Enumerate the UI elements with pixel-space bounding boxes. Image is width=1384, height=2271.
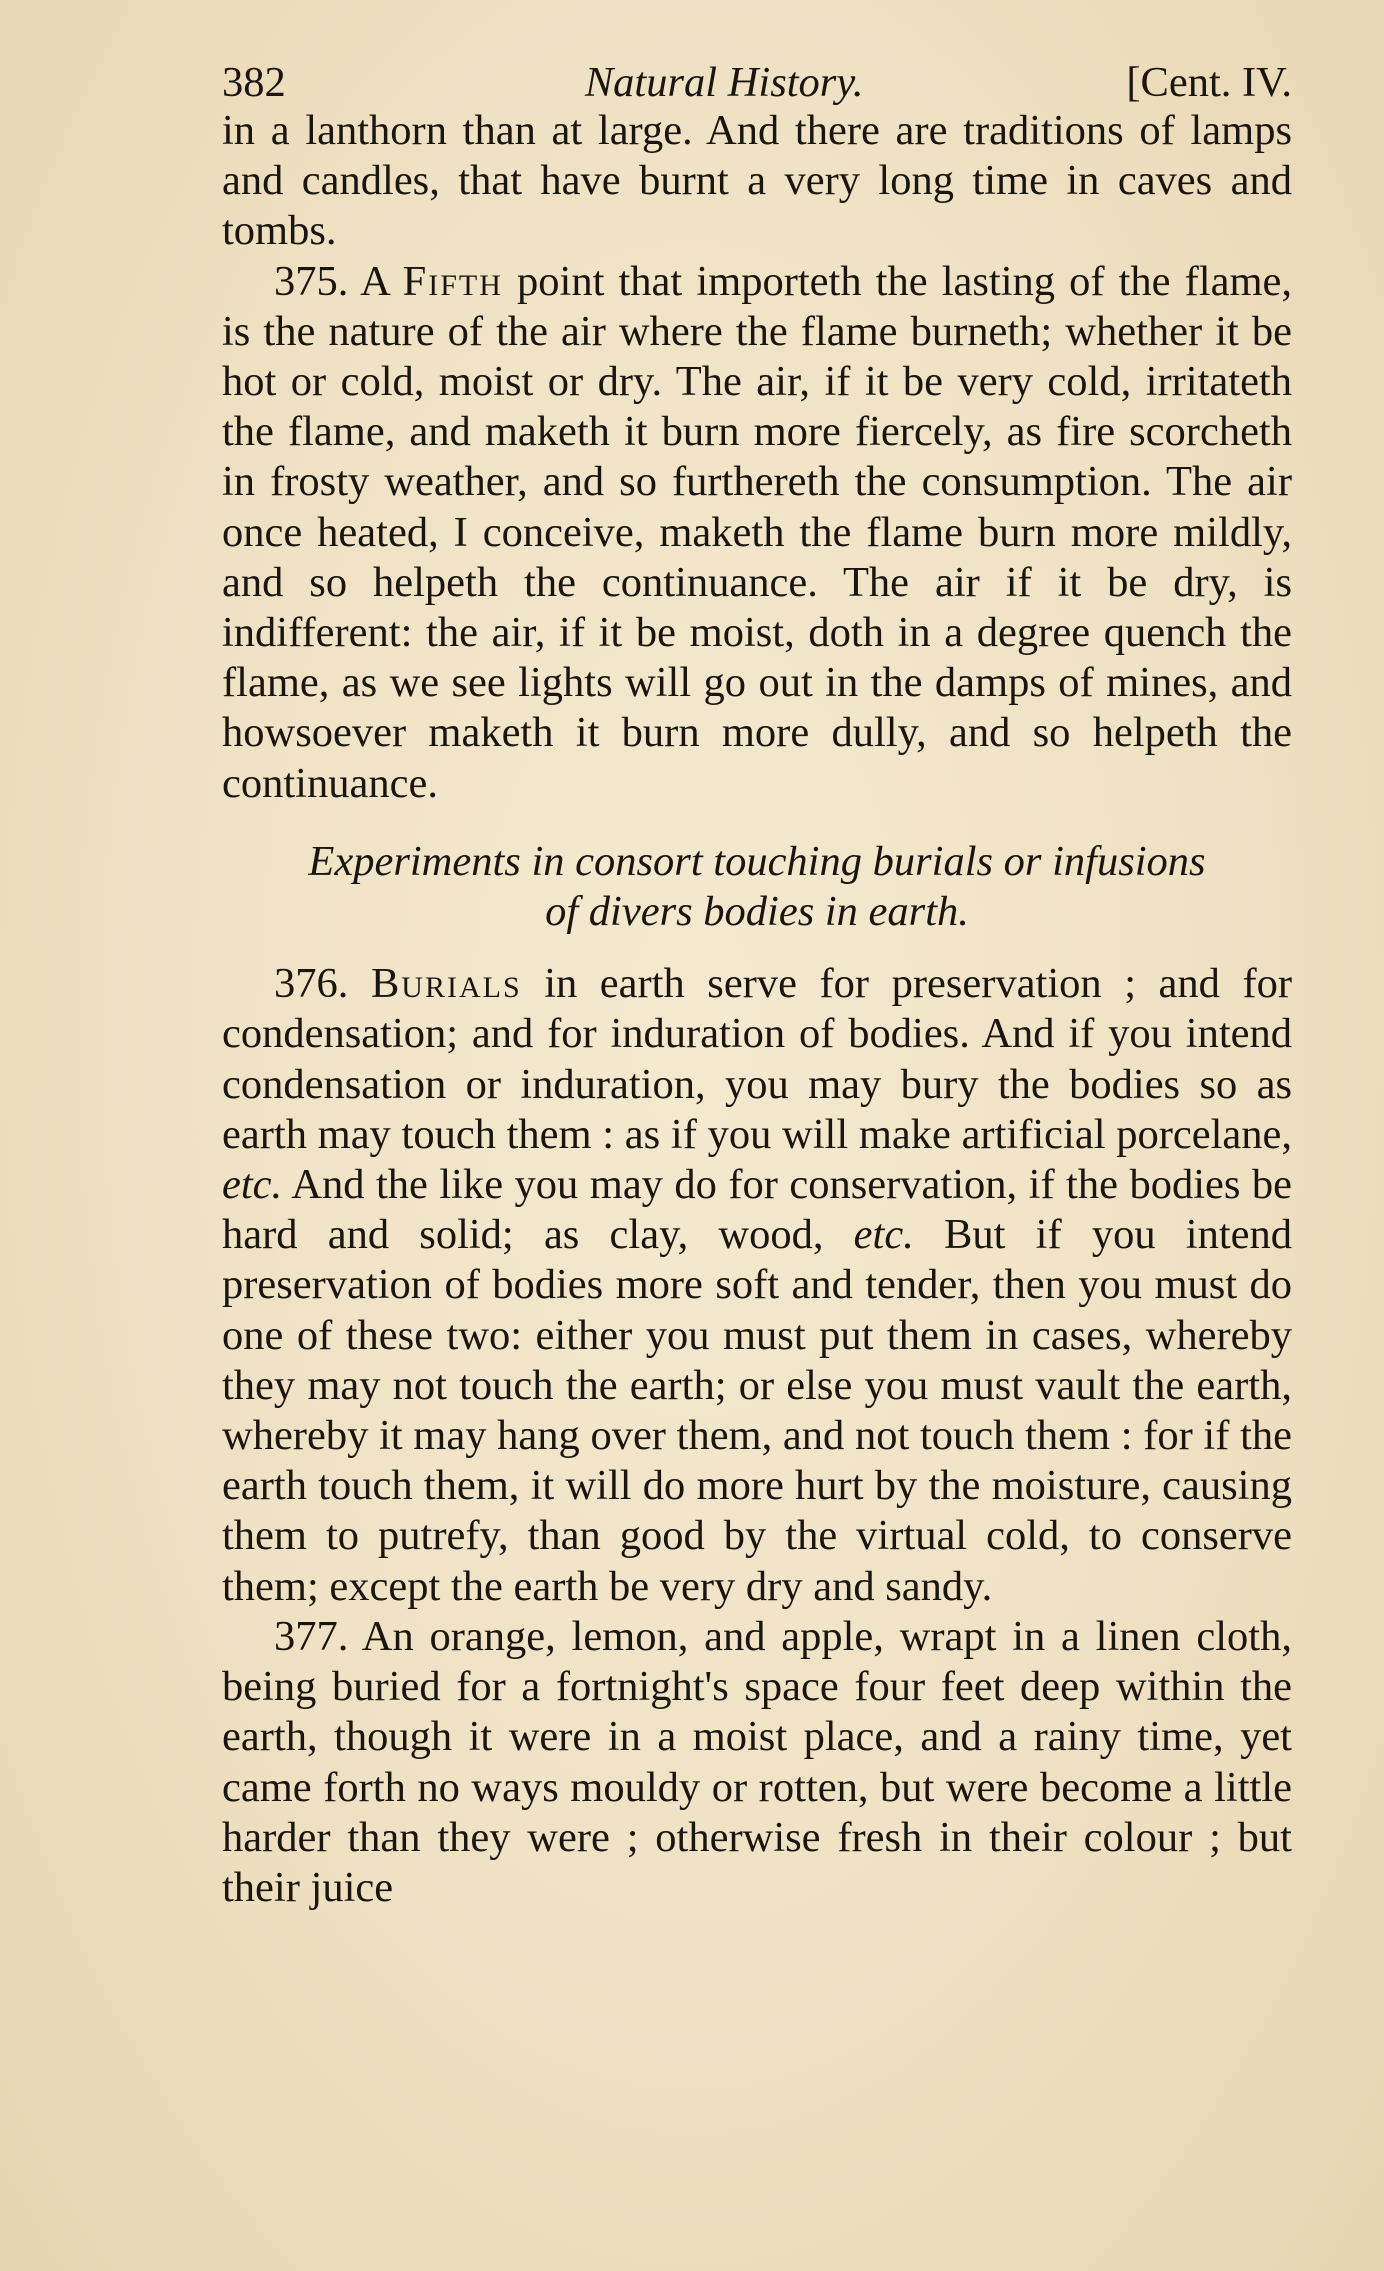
small-caps-word: Fifth bbox=[402, 257, 503, 305]
text-block bbox=[222, 58, 1292, 1913]
running-head bbox=[222, 58, 1292, 106]
section-heading-line-1: Experiments in consort touching burials or infusions bbox=[308, 837, 1206, 885]
lead-article: A bbox=[360, 257, 389, 305]
section-reference: [Cent. IV. bbox=[1126, 59, 1292, 106]
paragraph-text: But if you intend preservation of bodies more soft and tender, then you must do one of these two: either you must put them in cases, whereby they may not touch the earth; or else you must vault the earth, whereby it may hang over them, and not touch them : for if the earth touch them, it will do more hurt by the moisture, causing them to putrefy, than good by the virtual cold, to conserve them; except the earth be very dry and sandy. bbox=[222, 1211, 1292, 1610]
paragraph-number: 375. bbox=[274, 257, 349, 305]
running-title: Natural History. bbox=[584, 59, 864, 106]
paragraph-number: 377. bbox=[274, 1612, 349, 1660]
paragraph-number: 376. bbox=[274, 960, 349, 1008]
paragraph-text: in earth serve for preservation ; and for condensation; and for induration of bodies. And if you intend condensation or induration, you may bury the bodies so as earth may touch them : as if you will make artificial porcelane, bbox=[222, 960, 1293, 1158]
section-heading-line-2: of divers bodies in earth. bbox=[545, 888, 969, 936]
paragraph-377 bbox=[222, 1612, 1292, 1913]
paragraph-text: An orange, lemon, and apple, wrapt in a linen cloth, being buried for a fortnight's space four feet deep within the earth, though it were in a moist place, and a rainy time, yet came forth no ways mouldy or rotten, but were become a little harder than they were ; otherwise fresh in their colour ; but their juice bbox=[222, 1612, 1292, 1911]
paragraph-text: point that importeth the lasting of the flame, is the nature of the air where the flame burneth; whether it be hot or cold, moist or dry. The air, if it be very cold, irritateth the flame, and maketh it burn more fiercely, as fire scorcheth in frosty weather, and so furthereth the consumption. The air once heated, I conceive, maketh the flame burn more mildly, and so helpeth the continuance. The air if it be dry, is indifferent: the air, if it be moist, doth in a degree quench the flame, as we see lights will go out in the damps of mines, and howsoever maketh it burn more dully, and so helpeth the continuance. bbox=[222, 257, 1293, 807]
etc-abbreviation: etc. bbox=[222, 1161, 283, 1209]
etc-abbreviation: etc. bbox=[853, 1211, 914, 1259]
section-heading bbox=[222, 837, 1292, 937]
paragraph-375 bbox=[222, 257, 1292, 809]
page-number: 382 bbox=[222, 59, 286, 106]
paragraph-376 bbox=[222, 959, 1292, 1612]
paragraph-text: And the like you may do for conservation, if the bodies be hard and solid; as clay, wood, bbox=[222, 1161, 1292, 1259]
small-caps-word: Burials bbox=[370, 960, 522, 1008]
carryover-paragraph: in a lanthorn than at large. And there are traditions of lamps and candles, that have burnt a very long time in caves and tombs. bbox=[222, 107, 1292, 255]
